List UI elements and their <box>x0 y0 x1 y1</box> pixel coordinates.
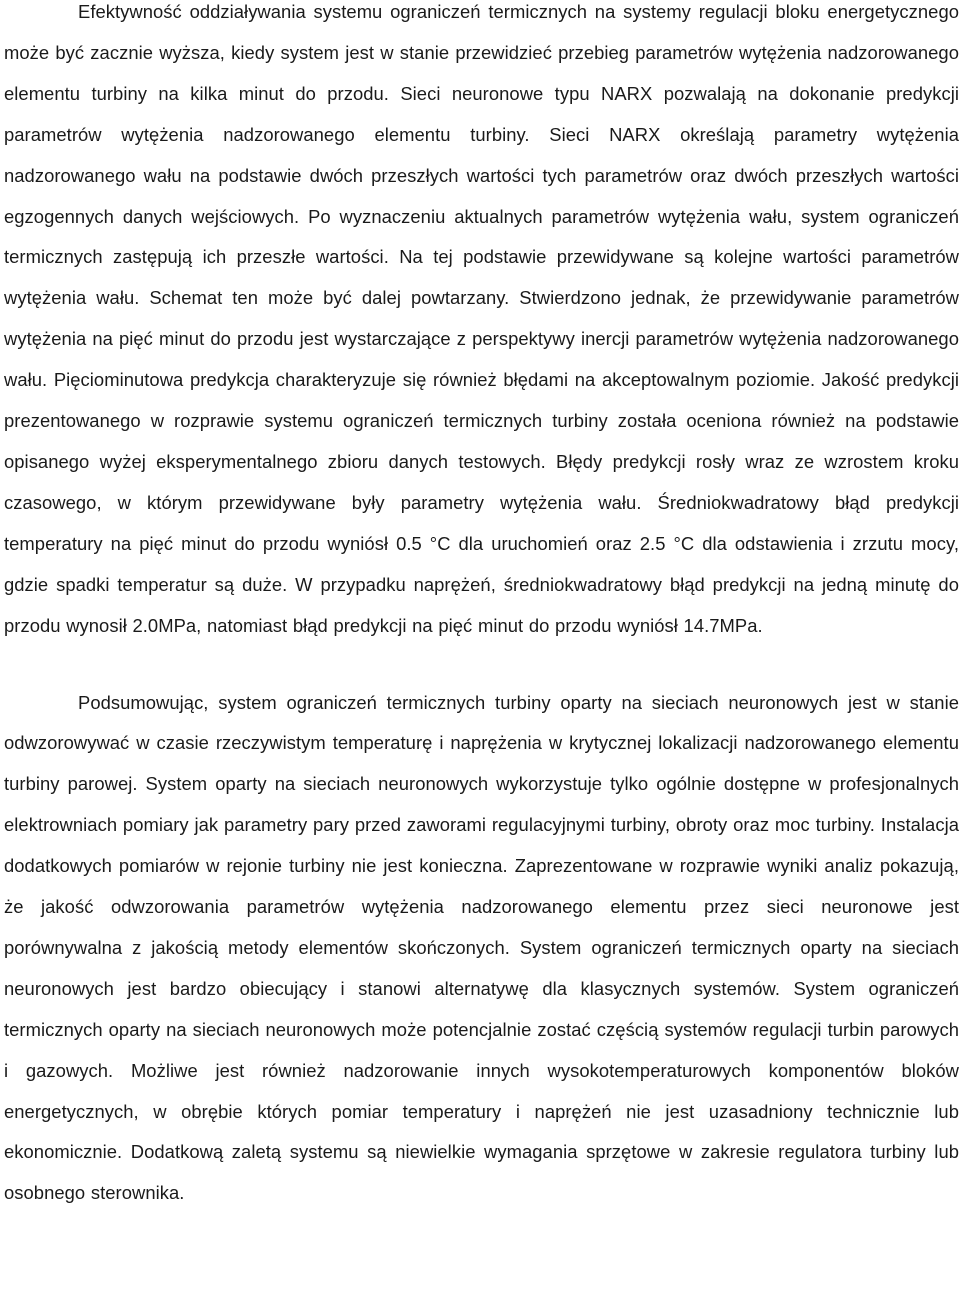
document-page <box>4 0 959 1214</box>
paragraph-summary: Podsumowując, system ograniczeń termicznych turbiny oparty na sieciach neuronowych jest w stanie odwzorowywać w czasie rzeczywistym temperaturę i naprężenia w krytycznej lokalizacji nadzorowanego elementu turbiny parowej. System oparty na sieciach neuronowych wykorzystuje tylko ogólnie dostępne w profesjonalnych elektrowniach pomiary jak parametry pary przed zaworami regulacyjnymi turbiny, obroty oraz moc turbiny. Instalacja dodatkowych pomiarów w rejonie turbiny nie jest konieczna. Zaprezentowane w rozprawie wyniki analiz pokazują, że jakość odwzorowania parametrów wytężenia nadzorowanego elementu przez sieci neuronowe jest porównywalna z jakością metody elementów skończonych. System ograniczeń termicznych oparty na sieciach neuronowych jest bardzo obiecujący i stanowi alternatywę dla klasycznych systemów. System ograniczeń termicznych oparty na sieciach neuronowych może potencjalnie zostać częścią systemów regulacji turbin parowych i gazowych. Możliwe jest również nadzorowanie innych wysokotemperaturowych komponentów bloków energetycznych, w obrębie których pomiar temperatury i naprężeń nie jest uzasadniony technicznie lub ekonomicznie. Dodatkową zaletą systemu są niewielkie wymagania sprzętowe w zakresie regulatora turbiny lub osobnego sterownika. <box>4 691 959 1204</box>
paragraph-prediction: Efektywność oddziaływania systemu ograniczeń termicznych na systemy regulacji bloku energetycznego może być zacznie wyższa, kiedy system jest w stanie przewidzieć przebieg parametrów wytężenia nadzorowanego elementu turbiny na kilka minut do przodu. Sieci neuronowe typu NARX pozwalają na dokonanie predykcji parametrów wytężenia nadzorowanego elementu turbiny. Sieci NARX określają parametry wytężenia nadzorowanego wału na podstawie dwóch przeszłych wartości tych parametrów oraz dwóch przeszłych wartości egzogennych danych wejściowych. Po wyznaczeniu aktualnych parametrów wytężenia wału, system ograniczeń termicznych zastępują ich przeszłe wartości. Na tej podstawie przewidywane są kolejne wartości parametrów wytężenia wału. Schemat ten może być dalej powtarzany. Stwierdzono jednak, że przewidywanie parametrów wytężenia na pięć minut do przodu jest wystarczające z perspektywy inercji parametrów wytężenia nadzorowanego wału. Pięciominutowa predykcja charakteryzuje się również błędami na akceptowalnym poziomie. Jakość predykcji prezentowanego w rozprawie systemu ograniczeń termicznych turbiny została oceniona również na podstawie opisanego wyżej eksperymentalnego zbioru danych testowych. Błędy predykcji rosły wraz ze wzrostem kroku czasowego, w którym przewidywane były parametry wytężenia wału. Średniokwadratowy błąd predykcji temperatury na pięć minut do przodu wyniósł 0.5 °C dla uruchomień oraz 2.5 °C dla odstawienia i zrzutu mocy, gdzie spadki temperatur są duże. W przypadku naprężeń, średniokwadratowy błąd predykcji na jedną minutę do przodu wynosił 2.0MPa, natomiast błąd predykcji na pięć minut do przodu wyniósł 14.7MPa. <box>4 1 959 636</box>
